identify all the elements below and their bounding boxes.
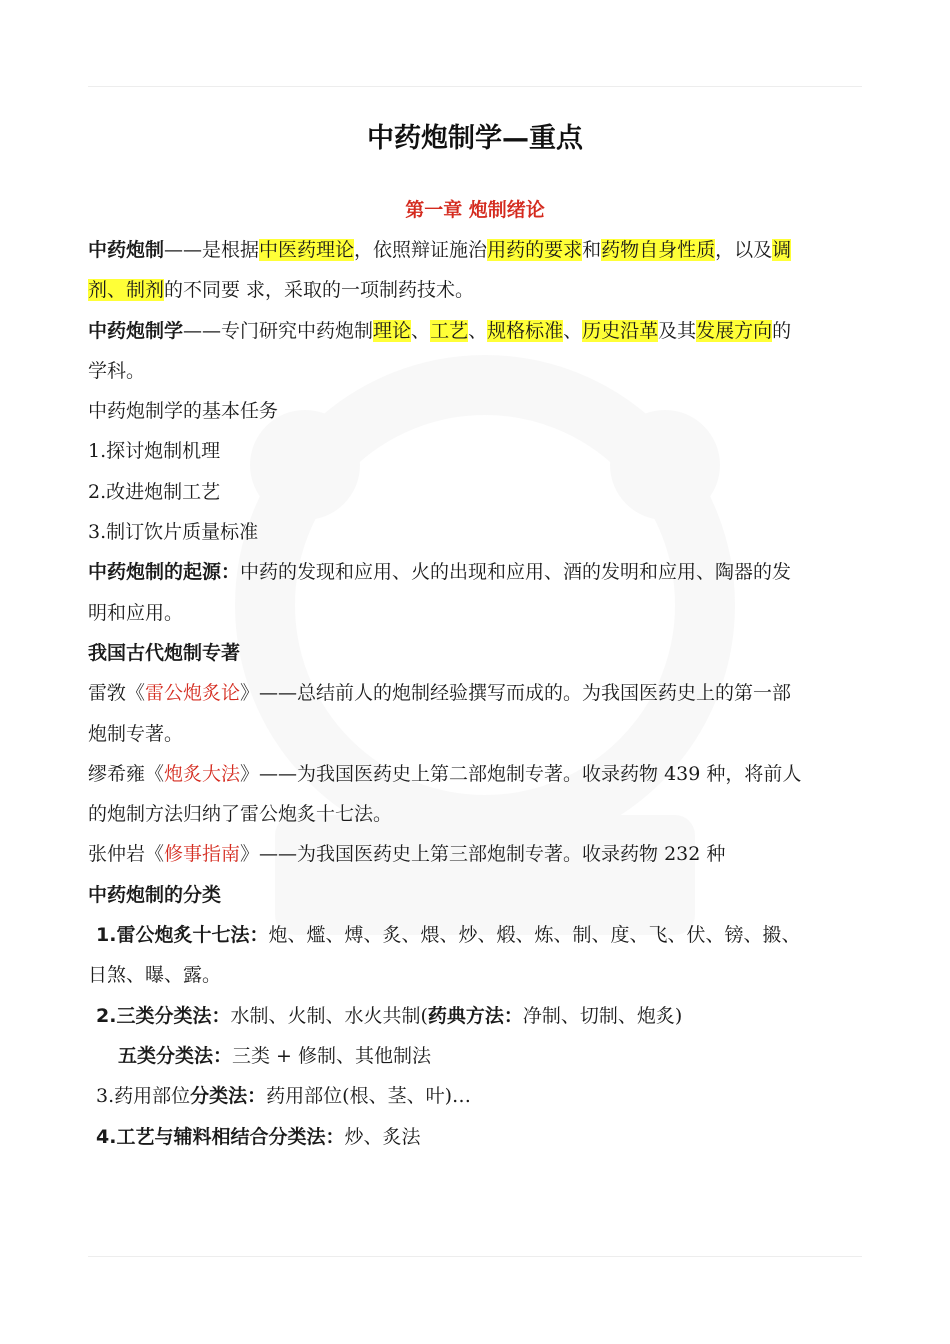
list-item: 3.制订饮片质量标准 bbox=[88, 521, 259, 544]
monographs-heading: 我国古代炮制专著 bbox=[88, 641, 241, 664]
classification-item: 2.三类分类法：水制、火制、水火共制(药典方法：净制、切制、炮炙) bbox=[96, 1004, 683, 1027]
highlight: 剂、制剂 bbox=[88, 279, 165, 302]
classification-item: 1.雷公炮炙十七法：炮、爁、煿、炙、煨、炒、煅、炼、制、度、飞、伏、镑、摋、 bbox=[96, 924, 801, 947]
monograph-item: 缪希雍《炮炙大法》——为我国医药史上第二部炮制专著。收录药物 439 种，将前人 bbox=[88, 762, 802, 785]
classification-item: 4.工艺与辅料相结合分类法：炒、炙法 bbox=[96, 1125, 421, 1148]
highlight: 理论 bbox=[373, 319, 412, 342]
highlight: 药物自身性质 bbox=[601, 239, 716, 261]
chapter-heading: 第一章 炮制绪论 bbox=[405, 199, 545, 221]
book-title: 修事指南 bbox=[164, 843, 241, 866]
tasks-heading: 中药炮制学的基本任务 bbox=[88, 400, 279, 423]
highlight: 规格标准 bbox=[487, 319, 564, 342]
highlight: 工艺 bbox=[430, 319, 469, 342]
bottom-divider bbox=[88, 1256, 862, 1257]
highlight: 用药的要求 bbox=[487, 239, 583, 261]
classification-item: 五类分类法：三类 + 修制、其他制法 bbox=[118, 1044, 432, 1067]
list-item: 1.探讨炮制机理 bbox=[88, 440, 221, 463]
classification-heading: 中药炮制的分类 bbox=[88, 883, 222, 906]
book-title: 炮炙大法 bbox=[164, 762, 241, 785]
monograph-item: 张仲岩《修事指南》——为我国医药史上第三部炮制专著。收录药物 232 种 bbox=[88, 843, 726, 866]
monograph-item: 雷敩《雷公炮炙论》——总结前人的炮制经验撰写而成的。为我国医药史上的第一部 bbox=[88, 682, 792, 705]
origin-paragraph: 中药炮制的起源：中药的发现和应用、火的出现和应用、酒的发明和应用、陶器的发 bbox=[88, 561, 792, 584]
highlight: 发展方向 bbox=[696, 319, 773, 342]
highlight: 历史沿革 bbox=[582, 319, 659, 342]
book-title: 雷公炮炙论 bbox=[145, 682, 241, 705]
definition-paozhixue: 中药炮制学——专门研究中药炮制理论、工艺、规格标准、历史沿革及其发展方向的 bbox=[88, 319, 792, 342]
term: 中药炮制 bbox=[88, 239, 165, 261]
document-body: 中药炮制——是根据中医药理论，依照辩证施治用药的要求和药物自身性质，以及调 剂、制剂的不同要 求，采取的一项制药技术。 中药炮制学——专门研究中药炮制理论、工艺、规格标准、历史沿革及其发展方向的 学科。 中药炮制学的基本任务 1.探讨炮制机理 2.改进炮制工艺 3.制订饮片质量标准 中药炮制的起源：中药的发现和应用、火的出现和应用、酒的发明和应用、陶器的发 明和应用。 我国古代炮制专著 雷敩《雷公炮炙论》——总结前人的炮制经验撰写而成的。为我国医药史上的第一部 炮制专著。 缪希雍《炮炙大法》——为我国医药史上第二部炮制专著。收录药物 439 种，将前人 的炮制方法归纳了雷公炮炙十七法。 张仲岩《修事指南》——为我国医药史上第三部炮制专著。收录药物 232 种 中药炮制的分类 1.雷公炮炙十七法：炮、爁、煿、炙、煨、炒、煅、炼、制、度、飞、伏、镑、摋、 日煞、曝、露。 2.三类分类法：水制、火制、水火共制(药典方法：净制、切制、炮炙) 五类分类法：三类 + 修制、其他制法 3.药用部位分类法：药用部位(根、茎、叶)… 4.工艺与辅料相结合分类法：炒、炙法 bbox=[88, 230, 868, 1157]
highlight: 中医药理论 bbox=[259, 239, 355, 261]
definition-paozhi: 中药炮制——是根据中医药理论，依照辩证施治用药的要求和药物自身性质，以及调 bbox=[88, 239, 792, 261]
top-divider bbox=[88, 86, 862, 87]
page-title: 中药炮制学—重点 bbox=[367, 123, 583, 154]
term: 中药炮制学 bbox=[88, 319, 184, 342]
highlight: 调 bbox=[772, 239, 792, 261]
list-item: 2.改进炮制工艺 bbox=[88, 480, 221, 503]
classification-item: 3.药用部位分类法：药用部位(根、茎、叶)… bbox=[96, 1085, 471, 1108]
